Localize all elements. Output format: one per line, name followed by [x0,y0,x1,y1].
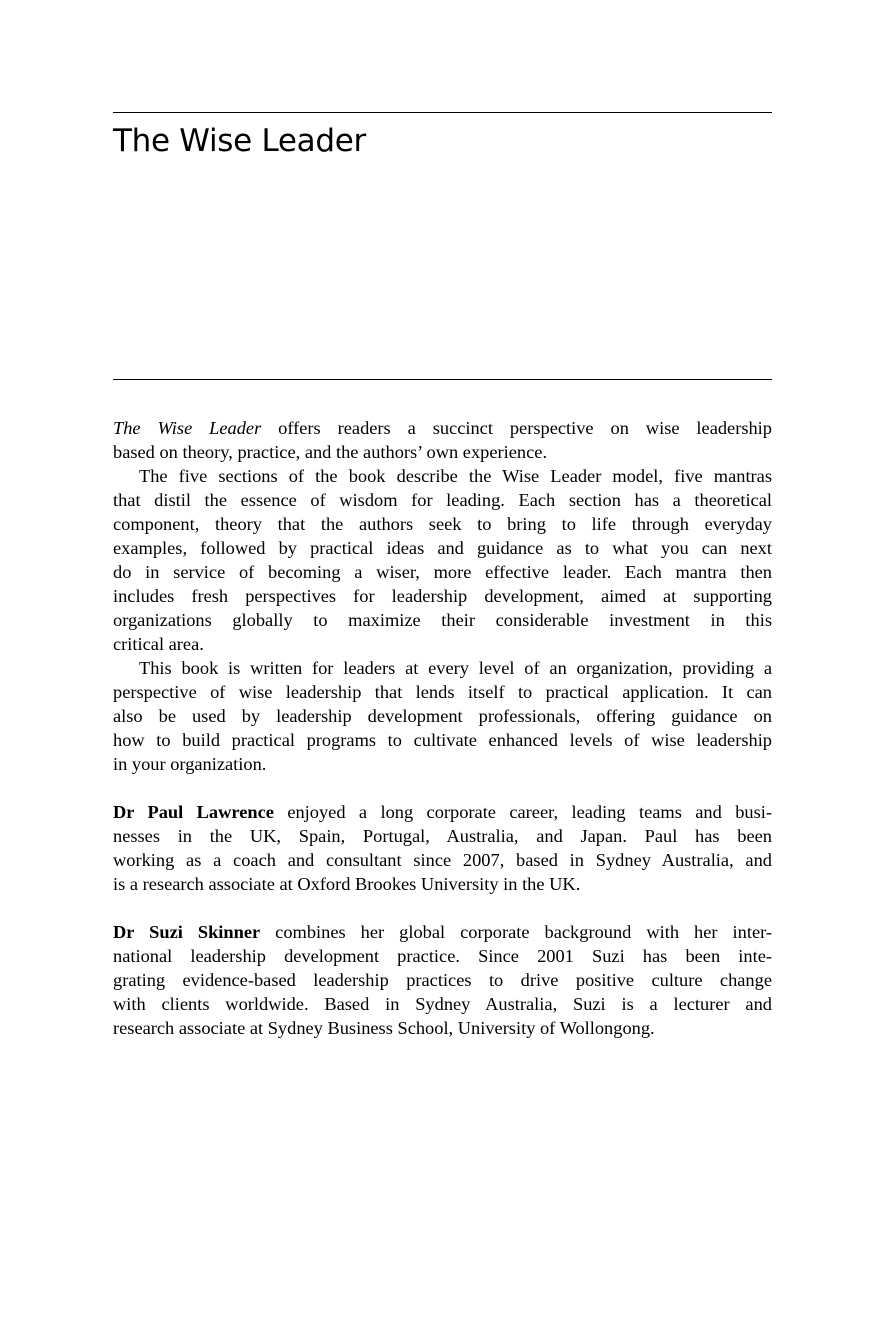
line-text: research associate at Sydney Business School, University of Wollongong. [113,1018,655,1038]
author-bio [113,800,772,896]
text-line [113,728,772,752]
author-bio [113,920,772,1040]
line-text: offers readers a succinct perspective on wise leadership [261,418,772,438]
text-line [113,872,772,896]
description-paragraph [113,416,772,464]
book-title: The Wise Leader [113,123,366,159]
line-text: how to build practical programs to cultivate enhanced levels of wise leadership [113,730,772,750]
line-text: critical area. [113,634,204,654]
text-line [113,584,772,608]
line-text: do in service of becoming a wiser, more effective leader. Each mantra then [113,562,772,582]
book-title-inline: The Wise Leader [113,418,262,438]
top-rule [113,112,772,113]
bottom-rule [113,379,772,380]
description-paragraph [113,656,772,776]
line-text: component, theory that the authors seek to bring to life through everyday [113,514,772,534]
line-text: combines her global corporate background with her inter- [260,922,772,942]
text-line [113,680,772,704]
line-text: perspective of wise leadership that lends itself to practical application. It can [113,682,772,702]
text-line [113,944,772,968]
text-line [113,992,772,1016]
line-text: that distil the essence of wisdom for leading. Each section has a theoretical [113,490,772,510]
text-line [113,608,772,632]
text-line [113,656,772,680]
text-line [113,464,772,488]
text-line [113,704,772,728]
line-text: includes fresh perspectives for leadership development, aimed at supporting [113,586,772,606]
text-line [113,824,772,848]
line-text: nesses in the UK, Spain, Portugal, Australia, and Japan. Paul has been [113,826,772,846]
line-text: working as a coach and consultant since 2007, based in Sydney Australia, and [113,850,772,870]
line-text: based on theory, practice, and the authors’ own experience. [113,442,548,462]
text-line [113,920,772,944]
line-text: grating evidence-based leadership practices to drive positive culture change [113,970,772,990]
line-text: is a research associate at Oxford Brookes University in the UK. [113,874,581,894]
line-text: in your organization. [113,754,267,774]
text-line [113,512,772,536]
text-line [113,488,772,512]
line-text: This book is written for leaders at every level of an organization, providing a [139,658,772,678]
line-text: examples, followed by practical ideas and guidance as to what you can next [113,538,772,558]
line-text: also be used by leadership development professionals, offering guidance on [113,706,772,726]
line-text: with clients worldwide. Based in Sydney Australia, Suzi is a lecturer and [113,994,772,1014]
text-line [113,752,772,776]
text-line [113,1016,772,1040]
book-description [113,416,772,1040]
text-line [113,848,772,872]
line-text: enjoyed a long corporate career, leading teams and busi- [273,802,772,822]
text-line [113,560,772,584]
text-line [113,440,772,464]
line-text: national leadership development practice. Since 2001 Suzi has been inte- [113,946,772,966]
line-text: organizations globally to maximize their considerable investment in this [113,610,772,630]
text-line [113,536,772,560]
author-name: Dr Suzi Skinner [113,922,261,942]
text-line [113,968,772,992]
text-line [113,800,772,824]
author-name: Dr Paul Lawrence [113,802,274,822]
description-paragraph [113,464,772,656]
line-text: The five sections of the book describe the Wise Leader model, five mantras [139,466,772,486]
text-line [113,632,772,656]
text-line [113,416,772,440]
